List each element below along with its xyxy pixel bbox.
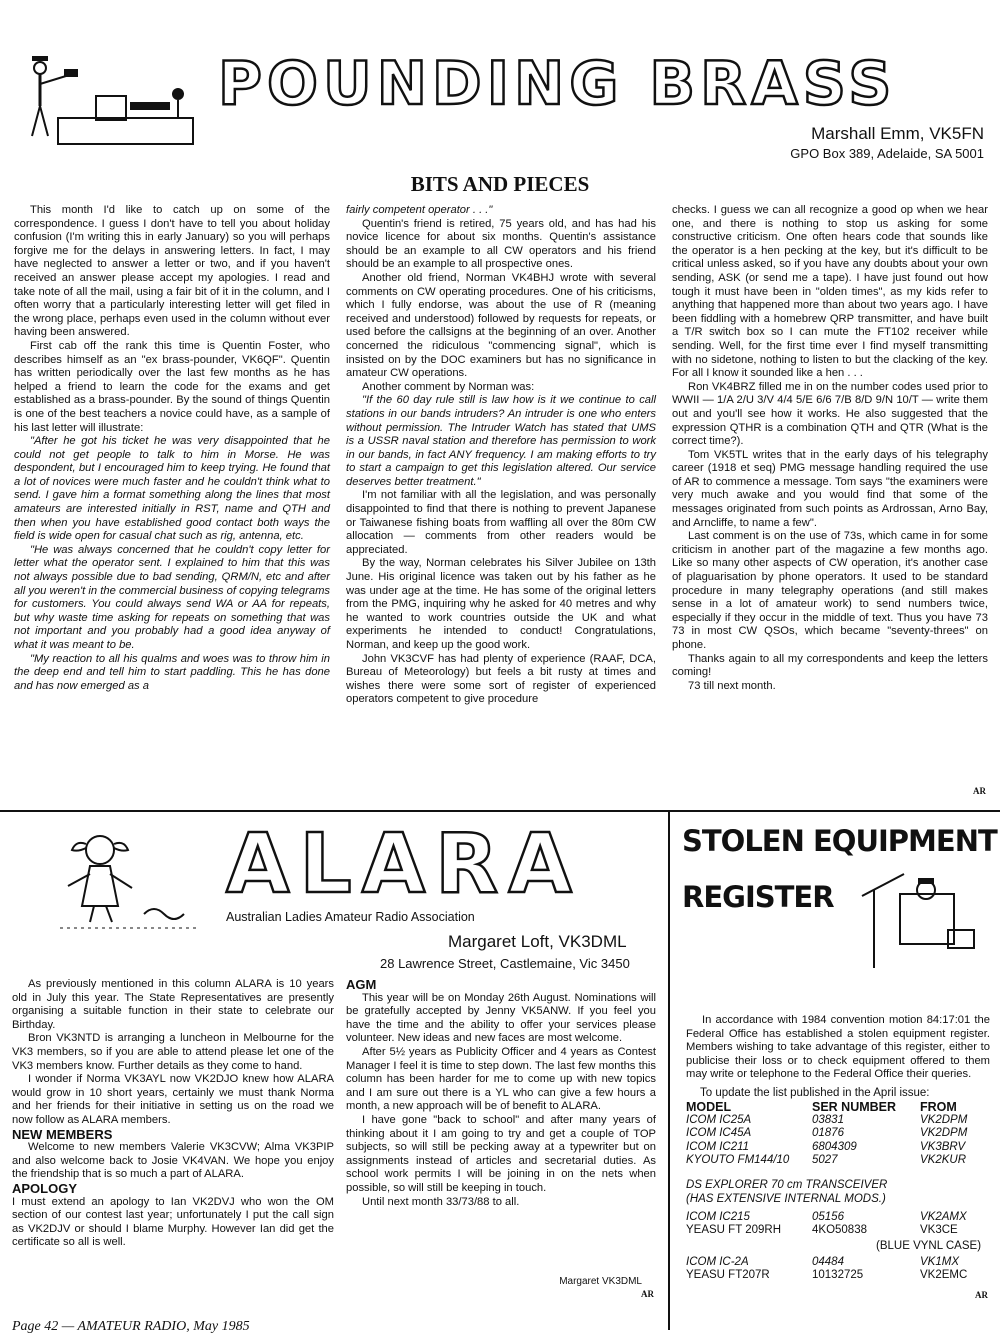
brass-column-2 <box>346 204 656 707</box>
cell-from: VK2DPM <box>920 1127 968 1140</box>
table-row <box>686 1269 990 1282</box>
cell-from: VK2KUR <box>920 1153 967 1166</box>
alara-author: Margaret Loft, VK3DML <box>448 932 627 951</box>
cell-ser: 04484 <box>812 1256 844 1268</box>
stolen-list-intro: To update the list published in the April issue: <box>700 1087 930 1099</box>
cell-from: VK2DPM <box>920 1114 968 1127</box>
section-divider <box>0 810 1000 812</box>
stolen-title-line1: STOLEN EQUIPMENT <box>682 824 997 858</box>
table-row <box>686 1154 990 1167</box>
paragraph: Thanks again to all my correspondents and keep the letters coming! <box>672 652 988 679</box>
paragraph: I wonder if Norma VK3AYL now VK2DJO knew how ALARA would grow in 10 short years, certainly we must thank Norma and her friends for their initiative in setting us on the road we now follow as ALARA members. <box>12 1073 334 1126</box>
brass-column-1 <box>14 204 330 693</box>
cell-ser: 03831 <box>812 1114 844 1127</box>
stolen-note-case: (BLUE VYNL CASE) <box>876 1240 982 1252</box>
stolen-intro: In accordance with 1984 convention motion 84:17:01 the Federal Office has established a stolen equipment register. Members wishing to take advantage of this register, either to publicise their loss or to check equipment offered to them may write or telephone to the Federal Office their queries. <box>686 1014 990 1081</box>
cell-ser: 10132725 <box>812 1269 864 1282</box>
paragraph: 73 till next month. <box>688 679 776 692</box>
paragraph: Another old friend, Norman VK4BHJ wrote with several comments on CW operating procedures. One of his criticisms, which I fully endorse, was about the use of R (meaning received and understood) followed by requests for repeats, or used before the callsigns at the beginning of an over. Another concerned the ridiculous "commencing signal", which is insisted on by the DOC examiners but has no significance in amateur CW operations. <box>346 271 656 380</box>
paragraph: "He was always concerned that he couldn't copy letter for letter what the operator sent. I explained to him that this was not always possible due to bad sending, QRM/N, etc and after all you weren't in the commercial business of copying telegrams for customers. You could always send WA or AA for repeats, but why waste time asking for repeats on something that was not important and you probably had a good idea anyway of what it was meant to be. <box>14 543 330 651</box>
paragraph: As previously mentioned in this column ALARA is 10 years old in July this year. The State Representatives are presently organising a suitable function in their state to celebrate our Birthday. <box>12 978 334 1031</box>
cell-from: VK1MX <box>920 1256 959 1268</box>
cell-model: KYOUTO FM144/10 <box>686 1153 790 1166</box>
stolen-register-table <box>686 1101 990 1167</box>
table-row <box>686 1256 990 1269</box>
stolen-title-line2: REGISTER <box>682 880 834 914</box>
paragraph: John VK3CVF has had plenty of experience (RAAF, DCA, Bureau of Meteorology) but feels a bit rusty at times and wishes there were some sort of register of experienced operators competent to give procedure <box>346 652 656 706</box>
paragraph: checks. I guess we can all recognize a good op when we hear one, and there is nothing to stop us asking for some constructive criticism. One often hears code that sounds like the operator is a hen pecking at the key, but it's difficult to be critical unless asked, so if you have any doubts about your own sending, ASK (or send me a tape). I have just found out how tough it must have been in "olden times", as my kids refer to anything that happened more than about two years ago. I have been fiddling with a homebrew QRP transmitter, and have built a T/R switch box so I can mute the FT102 receiver while sending. Well, for the first time ever I find myself transmitting with no sidetone, nothing to listen to but the clacking of the key. For all I know it sounded like a hen . . . <box>672 204 988 380</box>
table-row <box>686 1211 990 1224</box>
cell-ser: 6804309 <box>812 1140 857 1153</box>
paragraph: Until next month 33/73/88 to all. <box>362 1195 520 1208</box>
cell-model: ICOM IC-2A <box>686 1256 749 1268</box>
alara-signoff: Margaret VK3DML <box>559 1276 642 1287</box>
thief-illustration <box>852 868 982 972</box>
cell-from: VK3CE <box>920 1224 958 1237</box>
cell-from: VK2EMC <box>920 1269 968 1282</box>
brass-end-mark: AR <box>973 786 986 796</box>
paragraph: First cab off the rank this time is Quentin Foster, who describes himself as an "ex brass-pounder, VK6QF". Quentin has written periodically over the last few months as he has helped a friend to learn the code for the exams and get established as a brass-pounder. By the sound of things Quentin is one of the best teachers a novice could have, as a sample of his last letter will illustrate: <box>14 339 330 434</box>
girl-illustration <box>60 826 200 934</box>
subheading: NEW MEMBERS <box>12 1126 113 1142</box>
paragraph: By the way, Norman celebrates his Silver Jubilee on 13th June. His original licence was taken out by his father as he was under age at the time. He has some of the original letters from the PMG, inquiring why he asked for 40 metres and why he wanted to work countries outside the UK and what experiments he intended to conduct! Congratulations, Norman, and keep up the good work. <box>346 557 656 651</box>
paragraph: Welcome to new members Valerie VK3CVW; Alma VK3PIP and also welcome back to Josie VK4VAN. We hope you enjoy the friendship that is so much a part of ALARA. <box>12 1141 334 1181</box>
cell-model: ICOM IC211 <box>686 1140 750 1153</box>
paragraph: Quentin's friend is retired, 75 years old, and has had his novice licence for about six months. Quentin's assistance should be an example to all CW operators and his friend should be an example to all prospective ones. <box>346 217 656 271</box>
paragraph: Tom VK5TL writes that in the early days of his telegraphy career (1918 et seq) PMG message handling required the use of AR to commence a message. Tom says "the examiners were very much awake and you would find that some of the messages originated from such points as Ardrossan, Arno Bay, and Arncliffe, to name a few". <box>672 448 988 529</box>
alara-end-mark: AR <box>641 1289 654 1299</box>
paragraph: fairly competent operator . . ." <box>346 204 493 216</box>
section-heading: BITS AND PIECES <box>410 172 590 196</box>
paragraph: I must extend an apology to Ian VK2DVJ who won the OM section of our contest last year; unfortunately I put the call sign as VK2DJV or should I blame Murphy. However Ian did get the certificate so all is well. <box>12 1195 334 1249</box>
cell-model: ICOM IC215 <box>686 1211 750 1223</box>
alara-subtitle: Australian Ladies Amateur Radio Association <box>226 910 475 924</box>
subheading: APOLOGY <box>12 1180 78 1196</box>
paragraph: Another comment by Norman was: <box>362 380 535 393</box>
cell-ser: 01876 <box>812 1127 844 1140</box>
table-row <box>686 1114 990 1127</box>
paragraph: Last comment is on the use of 73s, which came in for some criticism in another part of the magazine a few months ago. Like so many other aspects of CW operation, it's another case of plaguarisation by phone operators. It used to be standard procedure in many telegraphy operations (and still makes sense in a lot of amateur work) to send numbers twice, especially if they occur in the middle of text. Thus you have 73 73 in most CW QSOs, which became "seventy-threes" on phone. <box>672 530 988 651</box>
column-divider <box>668 810 670 1330</box>
paragraph: "If the 60 day rule still is law how is it we continue to call stations in our bands intruders? An intruder is one who enters without permission. The Intruder Watch has stated that UMS is a USSR naval station and therefore has permission to work in our bands, in fact ANY frequency. I am making efforts to try to start a campaign to get this legislation altered. Our service deserves better treatment." <box>346 394 656 488</box>
paragraph: "My reaction to all his qualms and woes was to throw him in the deep end and tell him to start paddling. This he has done and has now emerged as a <box>14 652 330 692</box>
stolen-note-mods: (HAS EXTENSIVE INTERNAL MODS.) <box>686 1193 886 1205</box>
paragraph: This month I'd like to catch up on some of the correspondence. I guess I don't have to tell you about holiday confusion (I'm writing this in early January) so you will perhaps forgive me for the delays in answering letters. In fact, I may have neglected to answer a letter or two, and if you haven't received an answer please accept my apologies. I read and take note of all the mail, using a fair bit of it in the column, and I often worry that a particularly interesting letter will get filed in the wrong place, perhaps even used in the column without ever having been answered. <box>14 204 330 339</box>
header-model: MODEL <box>686 1100 732 1114</box>
cell-model: ICOM IC25A <box>686 1114 752 1127</box>
brass-pounder-illustration <box>18 54 198 150</box>
subheading: AGM <box>346 977 377 992</box>
paragraph: Ron VK4BRZ filled me in on the number codes used prior to WWII — 1/A 2/U 3/V 4/4 5/E 6/6 7/B 8/D 9/N 10/T — write them out and you'll see how it works. He also suggested that the expression QTHR is a combination QTH and QTR (What is the correct time?). <box>672 380 988 448</box>
header-ser-number: SER NUMBER <box>812 1100 897 1114</box>
pounding-brass-title: POUNDING BRASS <box>218 49 897 119</box>
paragraph: I'm not familiar with all the legislation, and was personally disappointed to find that there is nothing to prevent Japanese or Taiwanese fishing boats from waffling all over the 80m CW allocation — comments from other readers would be appreciated. <box>346 489 656 556</box>
alara-column-1 <box>12 978 334 1250</box>
cell-from: VK3BRV <box>920 1140 966 1153</box>
alara-column-2 <box>346 978 656 1209</box>
paragraph: After 5½ years as Publicity Officer and 4 years as Contest Manager I feel it is time to step down. The last few months this column has been harder for me to come up with new topics and I am sure out there is a YL who can give a few hours a month, a new approach will be of benefit to ALARA. <box>346 1045 656 1113</box>
paragraph: This year will be on Monday 26th August. Nominations will be gratefully accepted by Jenny VK5ANW. If you feel you have the time and the ability to offer your services please volunteer. New ideas and new faces are most welcome. <box>346 991 656 1045</box>
brass-column-3 <box>672 204 988 693</box>
cell-ser: 05156 <box>812 1211 844 1223</box>
cell-model: YEASU FT 209RH <box>686 1224 782 1237</box>
stolen-register-table-3 <box>686 1256 990 1282</box>
header-from: FROM <box>920 1100 957 1114</box>
cell-model: YEASU FT207R <box>686 1269 770 1282</box>
paragraph: Bron VK3NTD is arranging a luncheon in Melbourne for the VK3 members, so if you are able to attend please let one of the VK3 members know. Further details as they come to hand. <box>12 1032 334 1072</box>
author-name: Marshall Emm, VK5FN <box>811 124 984 143</box>
stolen-end-mark: AR <box>975 1290 988 1300</box>
table-row <box>686 1224 990 1237</box>
cell-from: VK2AMX <box>920 1211 967 1223</box>
table-row <box>686 1141 990 1154</box>
stolen-note-explorer: DS EXPLORER 70 cm TRANSCEIVER <box>686 1179 888 1191</box>
table-row <box>686 1127 990 1140</box>
author-address: GPO Box 389, Adelaide, SA 5001 <box>790 146 984 161</box>
paragraph: I have gone "back to school" and after many years of thinking about it I am going to try and get a couple of TOP subjects, so will still be pecking away at a typewriter but on assignments instead of articles and secretarial duties. As school work permits I will be joining in on the nets when possible, so will still be keeping in touch. <box>346 1113 656 1194</box>
paragraph: "After he got his ticket he was very disappointed that he could not get people to talk to him in Morse. He was despondent, but I encouraged him to keep trying. He found that a lot of novices were much faster and he couldn't think what to send. I gave him a format something along the lines that most amateurs are interested initially in RST, name and QTH and then when you have established good contact both ways the field is wide open for casual chat such as rig, antenna, etc. <box>14 435 330 543</box>
cell-ser: 5027 <box>812 1153 838 1166</box>
cell-ser: 4KO50838 <box>812 1224 867 1237</box>
alara-address: 28 Lawrence Street, Castlemaine, Vic 3450 <box>380 956 630 971</box>
stolen-register-table-2 <box>686 1211 990 1237</box>
alara-title: ALARA <box>226 817 582 912</box>
page-footer: Page 42 — AMATEUR RADIO, May 1985 <box>12 1319 250 1334</box>
cell-model: ICOM IC45A <box>686 1127 752 1140</box>
